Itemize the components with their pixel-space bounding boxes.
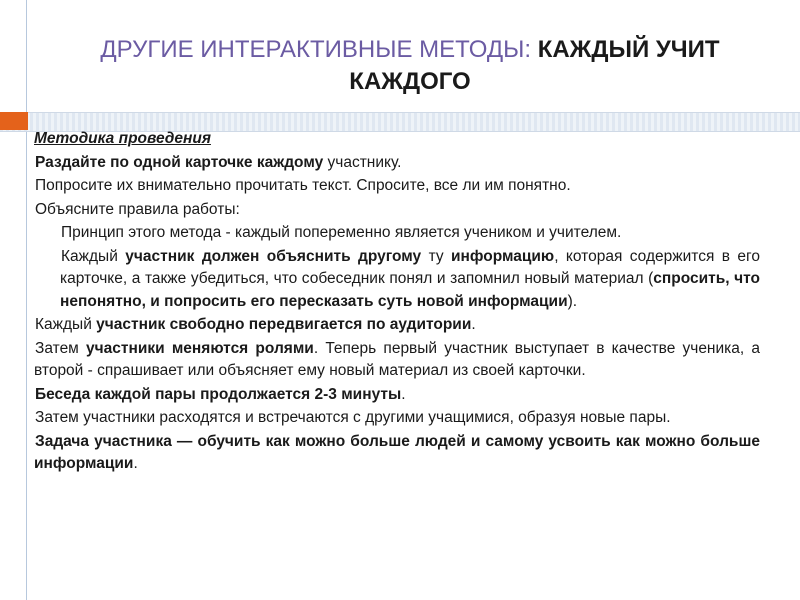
item-text: Затем [35,339,87,357]
list-item [34,198,760,222]
orange-accent-bar [0,112,28,130]
list-item [34,313,760,337]
item-bold-text: спросить, что непонятно, и попросить его пересказать суть новой информации [60,270,760,310]
section-heading: Методика проведения [34,130,211,147]
item-text: Каждый [35,316,97,333]
item-bold-text: Раздайте по одной карточке каждому [35,153,324,171]
item-text: , которая содержится в его карточке, а также убедиться, что собеседник понял и запомнил новый материал ( [60,247,760,287]
item-text: . [401,385,406,403]
list-item [34,430,760,476]
item-bold-text: участник свободно передвигается по аудитории [96,316,472,333]
list-item [34,174,760,198]
item-bold-text: Беседа каждой пары продолжается 2-3 минуты [35,385,402,403]
item-text: ). [567,292,578,310]
title-normal-part: ДРУГИЕ ИНТЕРАКТИВНЫЕ МЕТОДЫ: [100,36,538,63]
item-bold-text: участники меняются ролями [86,339,314,357]
list-item [34,406,760,430]
item-text: ту [421,247,452,265]
list-item [34,383,760,407]
item-text: Принцип этого метода - каждый попеременно является учеником и учителем. [61,224,622,241]
item-text: Каждый [61,247,126,265]
list-item [34,337,760,383]
item-text: Объясните правила работы: [35,200,240,218]
sub-list-item [34,245,760,314]
item-text: . Теперь первый участник выступает в качестве ученика, а второй - спрашивает или объясняет ему новый материал из своей карточки. [34,339,760,379]
left-guide-line [26,0,27,600]
list-item [34,151,760,175]
item-text: . [133,455,138,472]
title-bold-part-2: КАЖДОГО [349,68,471,95]
title-bold-part-1: КАЖДЫЙ УЧИТ [537,36,720,63]
item-text: Затем участники расходятся и встречаются с другими учащимися, образуя новые пары. [35,409,671,426]
item-bold-text: информацию [451,247,555,265]
slide-content [34,128,760,476]
item-text: участнику. [323,153,402,171]
item-text: . [471,316,476,333]
sub-list-item [34,221,760,245]
slide-title [40,34,780,98]
item-text: Попросите их внимательно прочитать текст. Спросите, все ли им понятно. [35,177,571,194]
item-bold-text: участник должен объяснить другому [125,247,422,265]
item-bold-text: Задача участника — обучить как можно больше людей и самому усвоить как можно больше информации [34,432,760,472]
